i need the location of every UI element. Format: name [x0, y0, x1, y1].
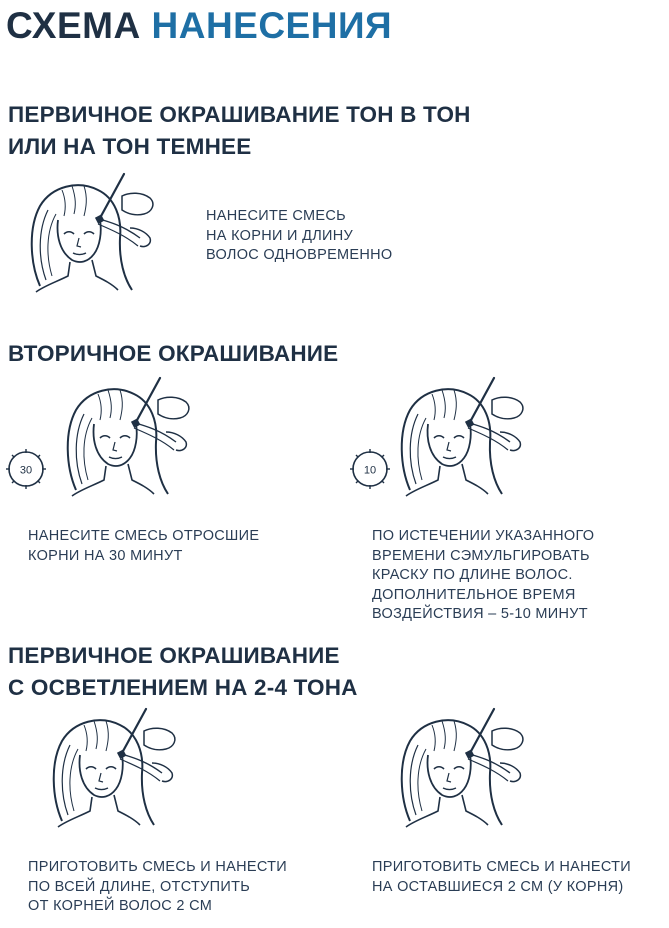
caption-line: ВОЛОС ОДНОВРЕМЕННО: [206, 247, 393, 263]
hair-coloring-illustration-2: [36, 372, 201, 507]
caption-line: ПО ИСТЕЧЕНИИ УКАЗАННОГО: [372, 528, 595, 544]
caption-line: ПРИГОТОВИТЬ СМЕСЬ И НАНЕСТИ: [28, 859, 287, 875]
section-2-title-line-1: ВТОРИЧНОЕ ОКРАШИВАНИЕ: [8, 341, 339, 366]
hair-coloring-illustration-5: [370, 703, 535, 838]
hair-coloring-illustration-4: [22, 703, 187, 838]
caption-line: ДОПОЛНИТЕЛЬНОЕ ВРЕМЯ: [372, 586, 576, 603]
caption-line: КРАСКУ ПО ДЛИНЕ ВОЛОС.: [372, 567, 573, 583]
section-2-step-1-caption: [28, 527, 259, 566]
title-word-2: НАНЕСЕНИЯ: [151, 5, 393, 46]
section-3-step-2-caption: [372, 858, 631, 897]
section-2-title: [8, 338, 338, 370]
section-2-step-2-caption: [372, 527, 594, 625]
timer-30-label: 30: [19, 464, 33, 477]
timer-10-label: 10: [363, 464, 377, 477]
section-1-title-line-1: ПЕРВИЧНОЕ ОКРАШИВАНИЕ ТОН В ТОН: [8, 102, 471, 127]
caption-line: ВРЕМЕНИ СЭМУЛЬГИРОВАТЬ: [372, 547, 590, 564]
section-3-title: [8, 640, 358, 704]
title-word-1: СХЕМА: [6, 5, 141, 46]
hair-coloring-illustration-3: [370, 372, 535, 507]
section-3-step-1-caption: [28, 858, 287, 917]
section-3-title-line-2: С ОСВЕТЛЕНИЕМ НА 2-4 ТОНА: [8, 675, 358, 700]
section-1-title-line-2: ИЛИ НА ТОН ТЕМНЕЕ: [8, 134, 252, 159]
section-3-title-line-1: ПЕРВИЧНОЕ ОКРАШИВАНИЕ: [8, 643, 340, 668]
caption-line: ВОЗДЕЙСТВИЯ – 5-10 МИНУТ: [372, 606, 588, 622]
caption-line: КОРНИ НА 30 МИНУТ: [28, 547, 183, 564]
hair-coloring-illustration-1: [0, 168, 165, 303]
caption-line: НА КОРНИ И ДЛИНУ: [206, 227, 354, 244]
caption-line: НАНЕСИТЕ СМЕСЬ: [206, 208, 346, 224]
caption-line: ОТ КОРНЕЙ ВОЛОС 2 СМ: [28, 898, 213, 914]
caption-line: НАНЕСИТЕ СМЕСЬ ОТРОСШИЕ: [28, 528, 260, 544]
caption-line: ПО ВСЕЙ ДЛИНЕ, ОТСТУПИТЬ: [28, 878, 251, 895]
caption-line: ПРИГОТОВИТЬ СМЕСЬ И НАНЕСТИ: [372, 859, 631, 875]
section-1-caption: [206, 207, 393, 266]
caption-line: НА ОСТАВШИЕСЯ 2 СМ (У КОРНЯ): [372, 878, 624, 895]
page-title: [6, 4, 392, 48]
section-1-title: [8, 99, 471, 163]
